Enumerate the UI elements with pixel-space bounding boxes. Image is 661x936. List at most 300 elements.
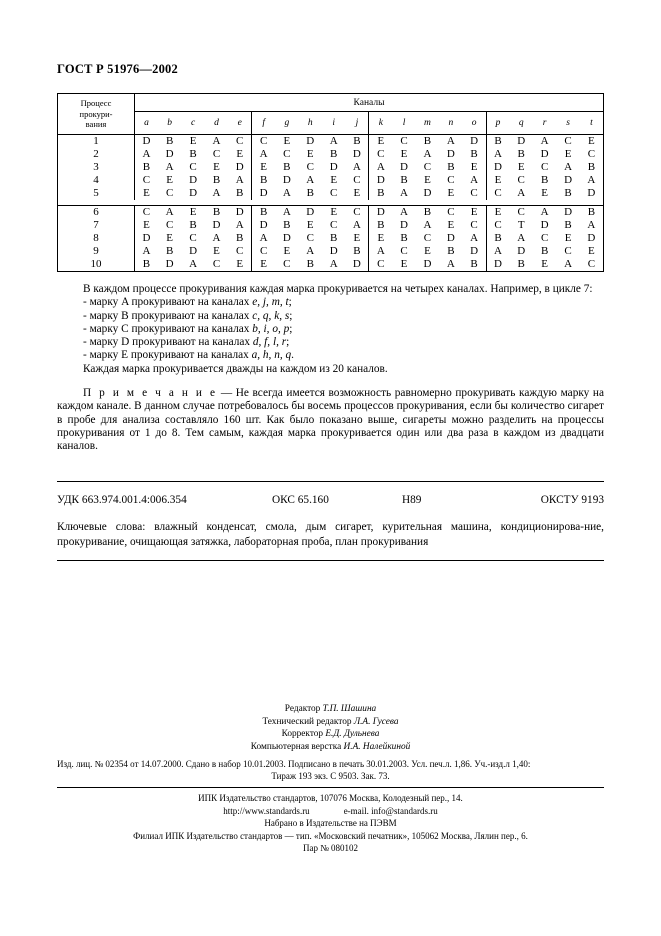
brand-cell: D: [135, 232, 158, 245]
brand-cell: B: [212, 174, 221, 186]
header-channel-j: j: [345, 112, 368, 135]
brand-cell: D: [446, 148, 455, 160]
brand-cell: D: [165, 258, 174, 270]
brand-cell: E: [447, 219, 455, 231]
brand-cell: B: [165, 245, 174, 257]
brand-cell: E: [447, 187, 455, 199]
brand-cell: A: [135, 148, 158, 161]
mark-channel-prefix: - марку E прокуривают на каналах: [83, 349, 252, 362]
divider-above-publisher: [57, 787, 604, 788]
brand-cell: D: [252, 219, 275, 232]
brand-cell: D: [564, 174, 573, 186]
process-number-cell: 6: [58, 206, 135, 220]
brand-cell: D: [282, 174, 291, 186]
table-header-row-letters: [58, 112, 604, 135]
table-row: [58, 219, 604, 232]
note-label: П р и м е ч а н и е: [83, 387, 218, 400]
brand-cell: C: [212, 258, 221, 270]
header-channel-s: s: [556, 112, 579, 135]
brand-cell: C: [540, 161, 549, 173]
brand-cell: E: [306, 148, 314, 160]
brand-cell: E: [424, 245, 431, 257]
brand-cell: E: [369, 232, 392, 245]
brand-cell: E: [400, 148, 408, 160]
brand-cell: B: [470, 148, 478, 160]
brand-cell: D: [587, 232, 596, 244]
brand-cell: E: [353, 187, 361, 199]
brand-cell: D: [446, 232, 455, 244]
brand-cell: A: [235, 219, 244, 231]
brand-cell: A: [540, 135, 549, 147]
brand-cell: D: [299, 206, 322, 220]
brand-cell: C: [212, 148, 221, 160]
brand-cell: A: [423, 219, 432, 231]
brand-cell: D: [540, 148, 549, 160]
brand-cell: E: [517, 161, 525, 173]
brand-cell: C: [510, 206, 533, 220]
divider-below-keywords: [57, 560, 604, 561]
brand-cell: D: [135, 135, 158, 149]
corrector-role: Корректор: [281, 729, 326, 740]
brand-cell: D: [400, 161, 408, 173]
brand-cell: C: [189, 232, 197, 244]
corrector-line: [57, 728, 604, 741]
brand-cell: D: [540, 219, 549, 231]
table-row: [58, 232, 604, 245]
mark-channel-list: [57, 296, 604, 362]
brand-cell: B: [330, 232, 338, 244]
process-number-cell: 3: [58, 161, 135, 174]
brand-cell: B: [564, 187, 572, 199]
corrector-name: Е.Д. Дульнева: [325, 729, 380, 740]
header-channels-label: Каналы: [135, 94, 604, 112]
table-body: [58, 135, 604, 272]
brand-cell: E: [252, 258, 275, 272]
brand-cell: B: [205, 206, 228, 220]
header-channel-m: m: [416, 112, 439, 135]
mark-channel-letters: d, f, l, r: [252, 336, 287, 349]
mark-channel-item: [57, 310, 604, 323]
mark-channel-item: [57, 296, 604, 309]
header-channel-d: d: [205, 112, 228, 135]
header-channel-k: k: [369, 112, 392, 135]
header-channel-l: l: [392, 112, 415, 135]
brand-cell: B: [330, 148, 338, 160]
note-paragraph: [57, 387, 604, 453]
brand-cell: D: [587, 187, 596, 199]
brand-cell: D: [400, 219, 408, 231]
brand-cell: B: [283, 161, 291, 173]
technical-editor-role: Технический редактор: [262, 716, 354, 727]
brand-cell: E: [166, 174, 174, 186]
brand-cell: C: [283, 148, 291, 160]
technical-editor-name: Л.А. Гусева: [353, 716, 399, 727]
brand-cell: C: [423, 232, 432, 244]
brand-cell: B: [486, 232, 509, 245]
brand-cell: C: [306, 232, 314, 244]
brand-cell: B: [486, 135, 509, 149]
brand-cell: E: [213, 161, 220, 173]
brand-cell: C: [252, 245, 275, 258]
brand-cell: D: [306, 135, 315, 147]
header-channel-r: r: [533, 112, 556, 135]
brand-cell: D: [282, 232, 291, 244]
typeset-note: Набрано в Издательстве на ПЭВМ: [264, 818, 397, 829]
table-row: [58, 206, 604, 220]
brand-cell: B: [353, 135, 361, 147]
brand-cell: B: [447, 161, 455, 173]
brand-cell: C: [564, 135, 572, 147]
brand-cell: B: [400, 232, 408, 244]
brand-cell: A: [446, 135, 455, 147]
brand-cell: D: [228, 206, 251, 220]
process-number-cell: 4: [58, 174, 135, 187]
mark-channel-letters: e, j, m, t: [252, 296, 289, 309]
brand-cell: C: [345, 206, 368, 220]
brand-cell: B: [165, 135, 174, 147]
brand-cell: D: [470, 245, 479, 257]
okstu-code: ОКСТУ 9193: [540, 494, 604, 506]
brand-cell: D: [556, 206, 579, 220]
brand-cell: C: [470, 187, 478, 199]
header-channel-e: e: [228, 112, 251, 135]
brand-cell: A: [564, 161, 573, 173]
brand-cell: B: [564, 219, 572, 231]
brand-cell: A: [517, 232, 526, 244]
brand-cell: B: [587, 161, 596, 173]
publisher-address: ИПК Издательство стандартов, 107076 Москва, Колодезный пер., 14.: [198, 793, 463, 803]
brand-cell: B: [135, 258, 158, 272]
brand-cell: A: [329, 135, 338, 147]
mark-channel-letters: b, i, o, p: [252, 322, 290, 335]
brand-cell: A: [252, 148, 275, 161]
brand-cell: C: [400, 245, 408, 257]
mark-channel-letters: c, q, k, s: [252, 309, 290, 322]
brand-cell: C: [369, 148, 392, 161]
brand-cell: C: [165, 219, 174, 231]
brand-cell: A: [282, 187, 291, 199]
udk-code: УДК 663.974.001.4:006.354: [57, 494, 187, 506]
brand-cell: A: [189, 258, 198, 270]
brand-cell: A: [275, 206, 298, 220]
brand-cell: C: [564, 245, 572, 257]
brand-cell: E: [400, 258, 408, 270]
note-dash: —: [217, 387, 236, 400]
brand-cell: D: [470, 135, 479, 147]
brand-cell: E: [283, 245, 291, 257]
brand-cell: B: [470, 258, 478, 270]
brand-cell: E: [588, 135, 595, 147]
brand-cell: E: [470, 161, 478, 173]
publisher-contacts: [57, 805, 604, 818]
brand-cell: B: [447, 245, 455, 257]
brand-cell: B: [517, 258, 525, 270]
brand-cell: E: [236, 258, 244, 270]
mark-channel-prefix: - марку B прокуривают на каналах: [83, 309, 253, 322]
brand-cell: A: [306, 174, 315, 186]
process-number-cell: 10: [58, 258, 135, 272]
brand-cell: D: [369, 206, 392, 220]
brand-cell: B: [369, 219, 392, 232]
brand-cell: E: [135, 219, 158, 232]
brand-cell: E: [322, 206, 345, 220]
brand-cell: A: [306, 245, 315, 257]
brand-cell: C: [236, 135, 244, 147]
brand-cell: A: [352, 161, 361, 173]
brand-cell: A: [423, 148, 432, 160]
brand-cell: E: [369, 135, 392, 149]
brand-cell: B: [189, 219, 197, 231]
oks-code: ОКС 65.160: [272, 494, 329, 506]
order-number-line: Пар № 080102: [302, 843, 359, 854]
layout-line: [57, 741, 604, 754]
mark-channel-item: [57, 323, 604, 336]
mark-channel-suffix: ;: [289, 322, 293, 335]
brand-cell: B: [416, 206, 439, 220]
brand-cell: D: [517, 245, 526, 257]
brand-cell: C: [517, 174, 525, 186]
brand-cell: E: [283, 135, 291, 147]
header-channel-c: c: [181, 112, 204, 135]
brand-cell: A: [400, 187, 408, 199]
imprint-block: [57, 758, 604, 782]
header-process-line-1: Процесс: [80, 97, 112, 108]
brand-cell: E: [189, 135, 197, 147]
brand-cell: D: [369, 174, 392, 187]
summary-paragraph: Каждая марка прокуривается дважды на каждом из 20 каналов.: [83, 362, 388, 375]
printing-house-line: Филиал ИПК Издательство стандартов — тип. «Московский печатник», 105062 Москва, Лялин пер., 6.: [133, 830, 528, 841]
brand-cell: C: [283, 258, 291, 270]
brand-cell: A: [392, 206, 415, 220]
brand-cell: B: [353, 245, 361, 257]
brand-cell: C: [306, 161, 314, 173]
brand-cell: E: [564, 148, 572, 160]
technical-editor-line: [57, 716, 604, 729]
header-channel-g: g: [275, 112, 298, 135]
brand-cell: D: [252, 187, 275, 200]
brand-cell: A: [564, 258, 573, 270]
brand-cell: A: [212, 135, 221, 147]
publisher-url[interactable]: http://www.standards.ru: [223, 805, 310, 816]
brand-cell: B: [423, 135, 432, 147]
imprint-line-1: Изд. лиц. № 02354 от 14.07.2000. Сдано в набор 10.01.2003. Подписано в печать 30.01.2003. Усл. печ.л. 1,86. Уч.-изд.л 1,40:: [57, 759, 531, 769]
brand-cell: D: [423, 187, 432, 199]
header-channel-a: a: [135, 112, 158, 135]
brand-cell: E: [181, 206, 204, 220]
header-process-line-3: вания: [85, 119, 107, 130]
brand-cell: D: [329, 245, 338, 257]
publisher-block: [57, 792, 604, 855]
brand-cell: D: [486, 258, 509, 272]
brand-cell: D: [212, 219, 221, 231]
brand-cell: E: [236, 148, 244, 160]
brand-cell: C: [439, 206, 462, 220]
mark-channel-prefix: - марку D прокуривают на каналах: [83, 336, 253, 349]
editorial-staff-block: [57, 703, 604, 753]
brand-cell: D: [486, 161, 509, 174]
mark-channel-item: [57, 336, 604, 349]
brand-cell: B: [306, 258, 314, 270]
header-channel-t: t: [580, 112, 604, 135]
header-channel-f: f: [252, 112, 275, 135]
header-channel-n: n: [439, 112, 462, 135]
brand-cell: C: [486, 219, 509, 232]
brand-cell: B: [517, 148, 525, 160]
brand-cell: C: [587, 148, 596, 160]
brand-cell: A: [517, 187, 526, 199]
brand-cell: A: [369, 245, 392, 258]
brand-cell: E: [588, 245, 595, 257]
brand-cell: B: [306, 187, 314, 199]
brand-cell: B: [236, 232, 244, 244]
brand-cell: D: [329, 161, 338, 173]
brand-cell: C: [400, 135, 408, 147]
brand-cell: E: [213, 245, 220, 257]
mark-channel-prefix: - марку C прокуривают на каналах: [83, 322, 253, 335]
editor-name: Т.П. Шашина: [322, 704, 377, 714]
brand-cell: B: [540, 245, 549, 257]
brand-cell: B: [189, 148, 197, 160]
header-process-line-2: прокури-: [79, 108, 113, 119]
brand-cell: A: [252, 232, 275, 245]
publisher-email[interactable]: e-mail. info@standards.ru: [343, 805, 438, 816]
mark-channel-letters: a, h, n, q: [251, 349, 292, 362]
brand-cell: A: [352, 219, 361, 231]
intro-paragraph: В каждом процессе прокуривания каждая марка прокуривается на четырех каналах. Например, в цикле 7:: [83, 283, 593, 295]
brand-cell: E: [252, 161, 275, 174]
process-number-cell: 5: [58, 187, 135, 200]
keywords-line: Ключевые слова: влажный конденсат, смола, дым сигарет, курительная машина, кондиционирова-ние, прокуривание, очищающая затяжка, лабораторная проба, план прокуривания: [57, 521, 604, 548]
brand-cell: D: [189, 174, 198, 186]
table-row: [58, 187, 604, 200]
brand-cell: A: [446, 258, 455, 270]
brand-cell: C: [486, 187, 509, 200]
process-number-cell: 2: [58, 148, 135, 161]
brand-cell: A: [533, 206, 556, 220]
process-number-cell: 9: [58, 245, 135, 258]
brand-cell: C: [135, 174, 158, 187]
brand-cell: A: [587, 174, 596, 186]
smoking-plan-table: [57, 93, 604, 272]
smoking-plan-table-container: [57, 93, 604, 272]
brand-cell: D: [235, 161, 244, 173]
brand-cell: C: [252, 135, 275, 149]
mark-channel-suffix: ;: [288, 296, 292, 309]
brand-cell: A: [135, 245, 158, 258]
table-row: [58, 135, 604, 149]
brand-cell: E: [541, 258, 549, 270]
header-channel-q: q: [510, 112, 533, 135]
editor-role: Редактор: [284, 704, 323, 714]
explanatory-text: [57, 283, 604, 454]
process-number-cell: 8: [58, 232, 135, 245]
group-code: Н89: [402, 494, 422, 506]
header-channel-p: p: [486, 112, 509, 135]
table-row: [58, 161, 604, 174]
imprint-line-2: Тираж 193 экз. С 9503. Зак. 73.: [271, 771, 390, 781]
brand-cell: E: [486, 174, 509, 187]
brand-cell: D: [517, 135, 526, 147]
brand-cell: E: [353, 232, 361, 244]
mark-channel-suffix: .: [291, 349, 294, 362]
brand-cell: E: [564, 232, 572, 244]
brand-cell: B: [580, 206, 604, 220]
brand-cell: C: [470, 219, 478, 231]
brand-cell: B: [400, 174, 408, 186]
brand-cell: D: [189, 245, 198, 257]
brand-cell: C: [330, 219, 338, 231]
brand-cell: C: [330, 187, 338, 199]
brand-cell: D: [189, 187, 198, 199]
brand-cell: C: [587, 258, 596, 270]
running-head: ГОСТ Р 51976—2002: [57, 62, 178, 76]
brand-cell: A: [470, 232, 479, 244]
brand-cell: C: [135, 206, 158, 220]
brand-cell: B: [252, 174, 275, 187]
brand-cell: B: [283, 219, 291, 231]
brand-cell: B: [236, 187, 244, 199]
mark-channel-suffix: ;: [289, 309, 293, 322]
brand-cell: A: [165, 161, 174, 173]
header-process-cell: [58, 94, 135, 135]
brand-cell: E: [166, 232, 174, 244]
brand-cell: D: [423, 258, 432, 270]
table-row: [58, 148, 604, 161]
brand-cell: B: [540, 174, 549, 186]
brand-cell: A: [329, 258, 338, 270]
brand-cell: E: [135, 187, 158, 200]
brand-cell: C: [423, 161, 432, 173]
header-channel-o: o: [463, 112, 486, 135]
brand-cell: C: [540, 232, 549, 244]
table-header: [58, 94, 604, 135]
brand-cell: A: [486, 148, 509, 161]
brand-cell: D: [352, 148, 361, 160]
editor-line: [57, 703, 604, 716]
header-channel-i: i: [322, 112, 345, 135]
classification-line: [57, 494, 604, 506]
brand-cell: B: [252, 206, 275, 220]
table-row: [58, 245, 604, 258]
layout-name: И.А. Налейкиной: [343, 741, 411, 752]
process-number-cell: 7: [58, 219, 135, 232]
mark-channel-prefix: - марку A прокуривают на каналах: [83, 296, 253, 309]
layout-role: Компьютерная верстка: [250, 741, 344, 752]
brand-cell: E: [330, 174, 338, 186]
brand-cell: C: [369, 258, 392, 272]
mark-channel-item: [57, 349, 604, 362]
table-row: [58, 174, 604, 187]
brand-cell: E: [486, 206, 509, 220]
brand-cell: D: [165, 148, 174, 160]
brand-cell: A: [212, 187, 221, 199]
divider-above-classification: [57, 481, 604, 482]
brand-cell: A: [587, 219, 596, 231]
brand-cell: A: [158, 206, 181, 220]
brand-cell: T: [517, 219, 525, 231]
brand-cell: C: [353, 174, 361, 186]
brand-cell: E: [306, 219, 314, 231]
brand-cell: A: [470, 174, 479, 186]
brand-cell: E: [463, 206, 486, 220]
process-number-cell: 1: [58, 135, 135, 149]
note-text: Не всегда имеется возможность равномерно прокуривать каждую марку на каждом канале. В данном случае потребовалось бы восемь процессов прокуривания, если бы количество сигарет в пробе для анализа составляло 160 шт. Как было показано выше, сигареты можно разделить на процессы прокуривания от 1 до 8. Тем самым, каждая марка прокуривается один или два раза в каждом из двадцати каналов.: [57, 387, 604, 453]
brand-cell: C: [189, 161, 197, 173]
header-channel-b: b: [158, 112, 181, 135]
header-channel-h: h: [299, 112, 322, 135]
brand-cell: C: [165, 187, 174, 199]
brand-cell: B: [135, 161, 158, 174]
